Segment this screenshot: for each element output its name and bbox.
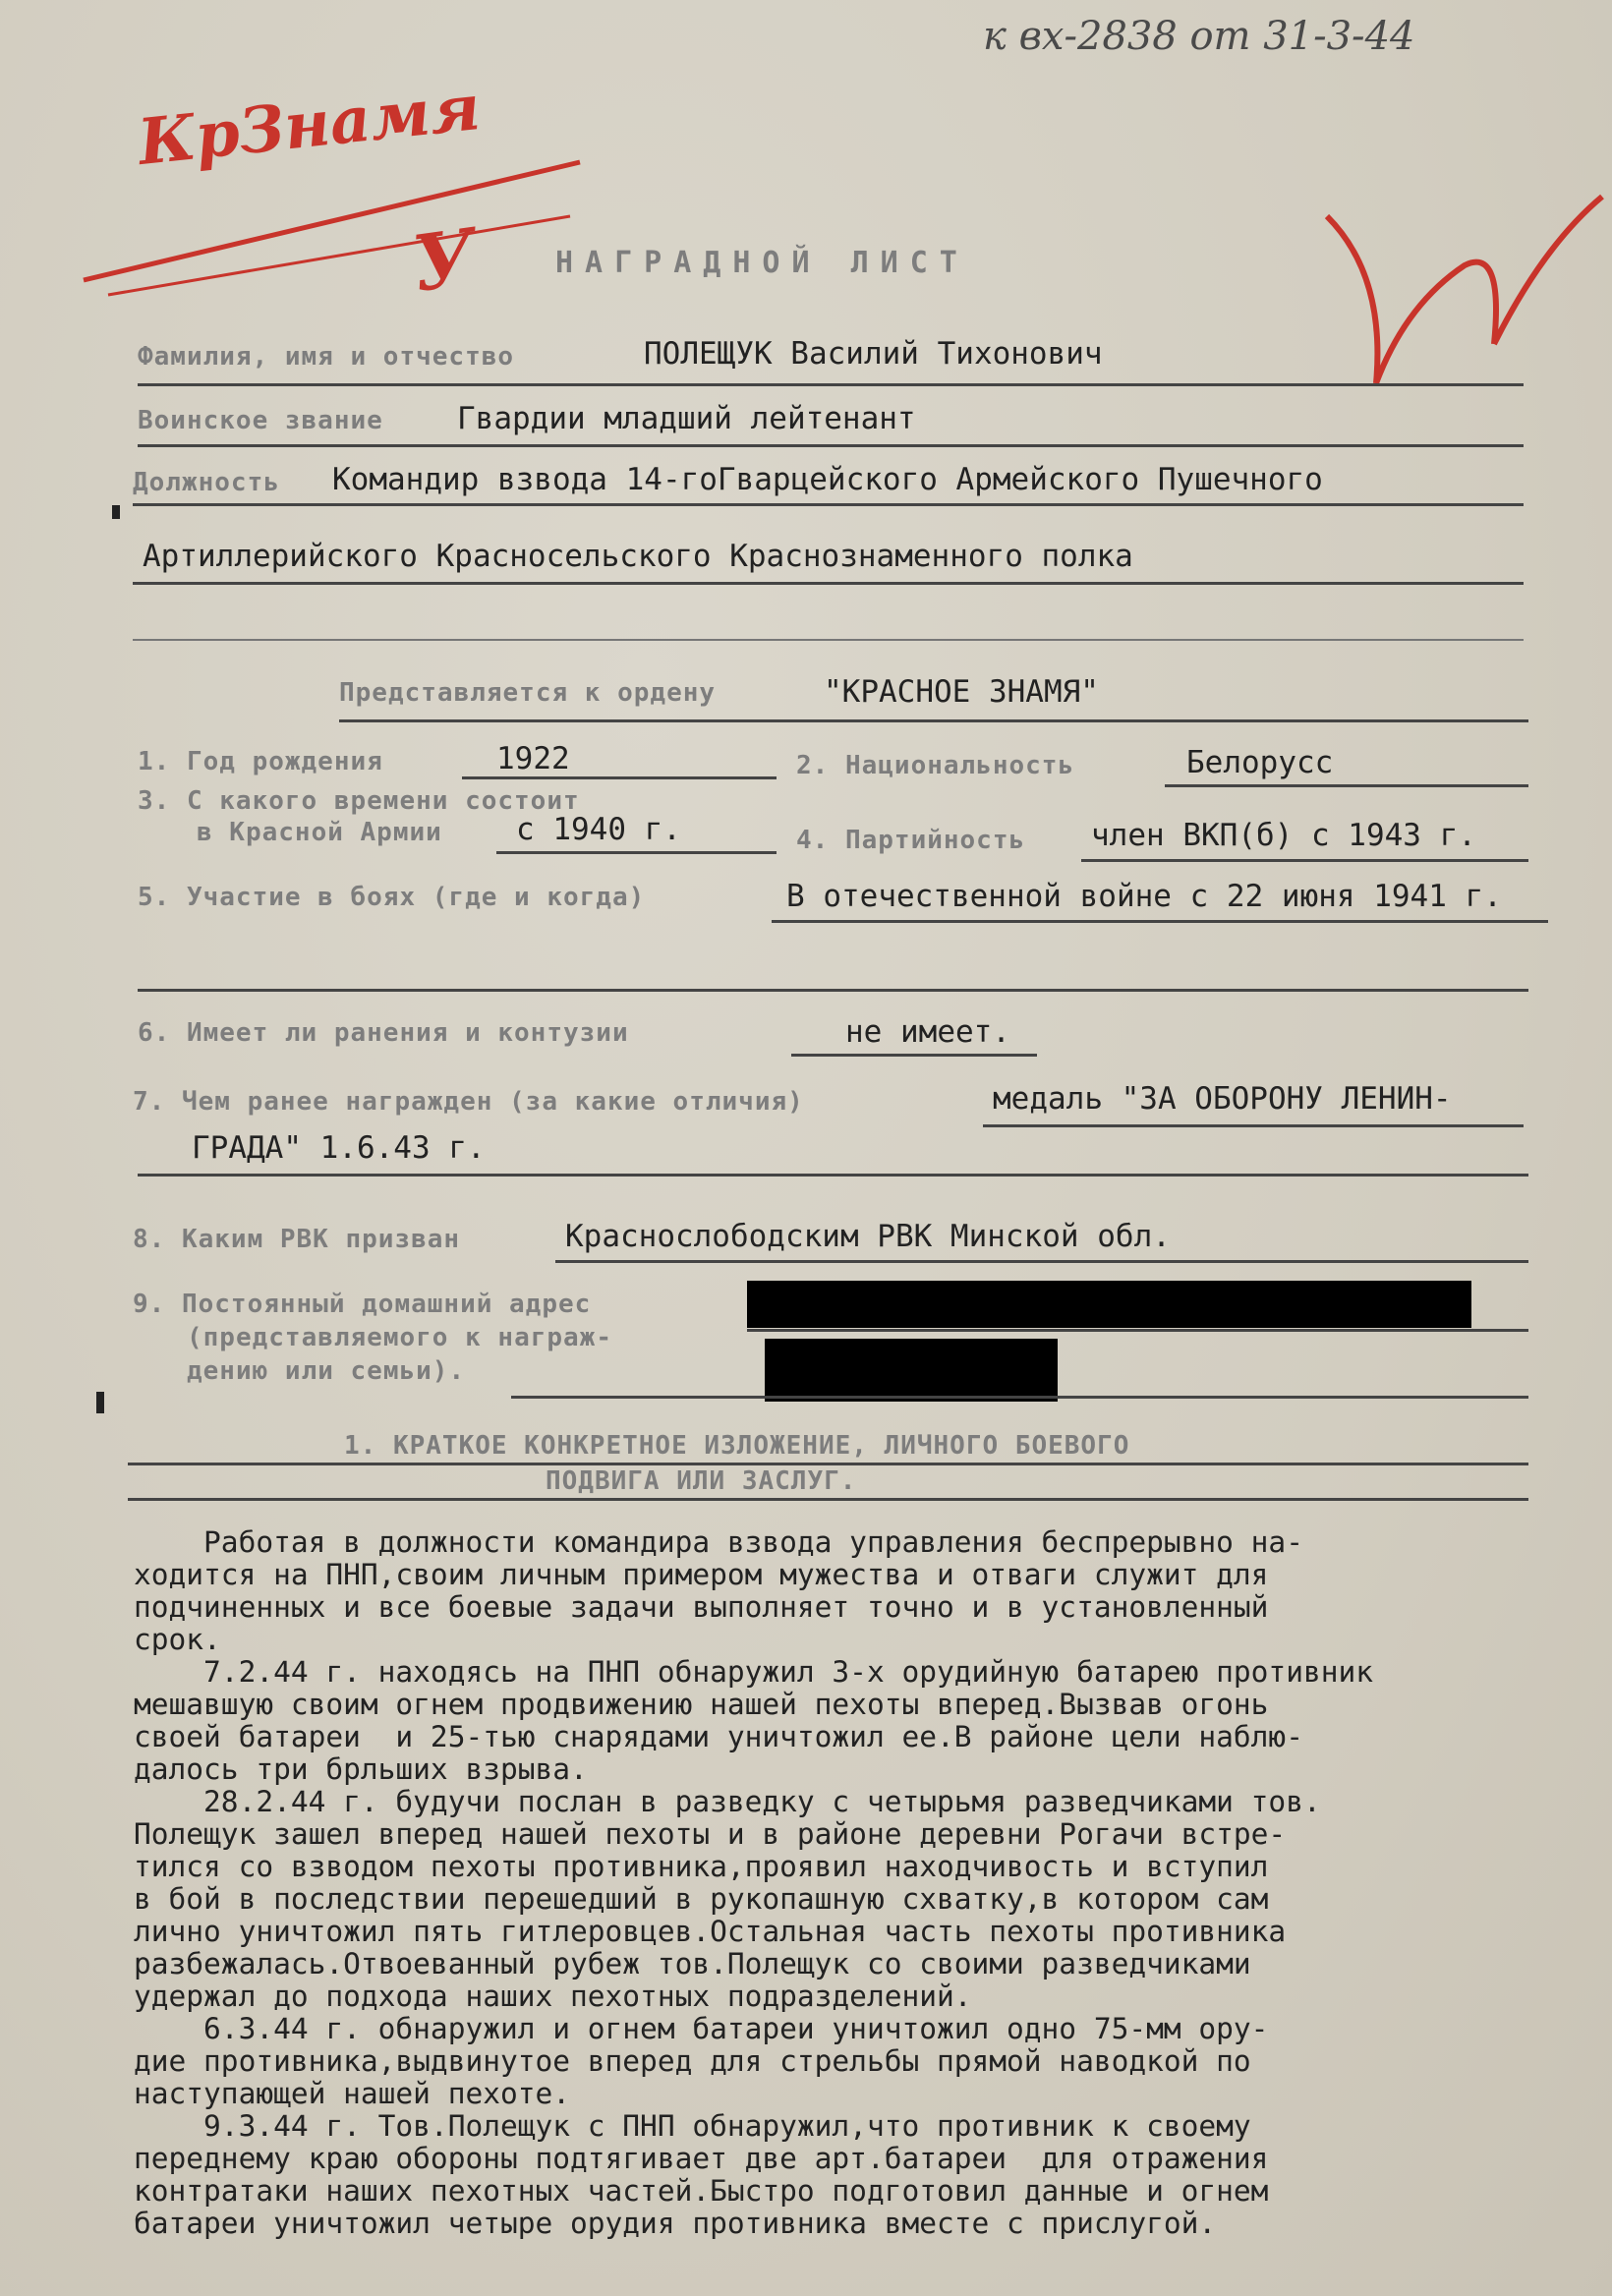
incoming-ref-note: к вх-2838 от 31-3-44 — [983, 14, 1415, 59]
section-underline-2 — [128, 1498, 1528, 1501]
rank-label: Воинское звание — [138, 406, 383, 435]
narrative-body — [134, 1526, 1608, 2240]
service-underline — [496, 851, 777, 854]
margin-mark — [112, 505, 120, 519]
narrative-line: наступающей нашей пехоте. — [134, 2077, 571, 2110]
narrative-line: переднему краю обороны подтягивает две арт.батареи для отражения — [134, 2142, 1269, 2175]
address-label-1: 9. Постоянный домашний адрес — [133, 1290, 592, 1319]
battles-underline-2 — [138, 989, 1528, 992]
awards-underline-2 — [138, 1174, 1528, 1177]
section-title-line2: ПОДВИГА ИЛИ ЗАСЛУГ. — [546, 1466, 857, 1496]
nationality-underline — [1165, 784, 1528, 787]
narrative-line: тился со взводом пехоты противника,проявил находчивость и вступил — [134, 1850, 1269, 1883]
position-underline-1 — [133, 503, 1524, 506]
position-value-line1: Командир взвода 14-гоГварцейского Армейского Пушечного — [332, 462, 1323, 497]
narrative-line: лично уничтожил пять гитлеровцев.Остальная часть пехоты противника — [134, 1915, 1287, 1948]
party-underline — [1081, 859, 1528, 862]
service-label-2: в Красной Армии — [197, 818, 442, 847]
awards-label: 7. Чем ранее награжден (за какие отличия) — [133, 1087, 804, 1117]
narrative-line: 6.3.44 г. обнаружил и огнем батареи уничтожил одно 75-мм ору- — [134, 2012, 1269, 2045]
birth-underline — [462, 776, 777, 779]
section-title-line1: 1. КРАТКОЕ КОНКРЕТНОЕ ИЗЛОЖЕНИЕ, ЛИЧНОГО БОЕВОГО — [344, 1431, 1130, 1461]
position-underline-2 — [133, 582, 1524, 585]
position-value-line2: Артиллерийского Красносельского Краснознаменного полка — [143, 539, 1133, 574]
rank-value: Гвардии младший лейтенант — [457, 401, 916, 436]
battles-underline — [772, 920, 1548, 923]
page-title: НАГРАДНОЙ ЛИСТ — [555, 246, 969, 280]
address-underline-1 — [747, 1329, 1528, 1332]
address-underline-2 — [511, 1396, 1528, 1399]
wounds-value: не имеет. — [845, 1014, 1010, 1050]
margin-mark — [96, 1392, 104, 1413]
battles-label: 5. Участие в боях (где и когда) — [138, 883, 646, 912]
red-initial-mark — [1317, 187, 1612, 413]
address-label-3: дению или семьи). — [187, 1356, 466, 1386]
rank-underline — [138, 444, 1524, 447]
wounds-label: 6. Имеет ли ранения и контузии — [138, 1018, 629, 1048]
party-value: член ВКП(б) с 1943 г. — [1091, 818, 1476, 853]
birth-value: 1922 — [496, 741, 570, 776]
award-value: "КРАСНОЕ ЗНАМЯ" — [824, 674, 1099, 710]
award-label: Представляется к ордену — [339, 678, 717, 708]
narrative-line: ходится на ПНП,своим личным примером мужества и отваги служит для — [134, 1558, 1269, 1591]
narrative-line: Полещук зашел вперед нашей пехоты и в районе деревни Рогачи встре- — [134, 1817, 1287, 1851]
red-letter-mark: У — [406, 212, 482, 310]
redaction-bar-2 — [765, 1339, 1058, 1402]
name-underline — [138, 383, 1524, 386]
narrative-line: подчиненных и все боевые задачи выполняет точно и в установленный — [134, 1590, 1269, 1624]
narrative-line: 28.2.44 г. будучи послан в разведку с четырьмя разведчиками тов. — [134, 1785, 1321, 1818]
narrative-line: далось три брльших взрыва. — [134, 1752, 588, 1786]
red-initial-text — [1327, 206, 1328, 207]
narrative-line: Работая в должности командира взвода управления беспрерывно на- — [134, 1525, 1303, 1559]
narrative-line: дие противника,выдвинутое вперед для стрельбы прямой наводкой по — [134, 2044, 1251, 2078]
service-value: с 1940 г. — [516, 812, 681, 847]
rvk-underline — [555, 1260, 1528, 1263]
redaction-bar-1 — [747, 1281, 1471, 1328]
section-underline-1 — [128, 1463, 1528, 1465]
birth-label: 1. Год рождения — [138, 747, 383, 776]
position-underline-3 — [133, 639, 1524, 641]
nationality-value: Белорусс — [1186, 745, 1334, 780]
awards-value-1: медаль "ЗА ОБОРОНУ ЛЕНИН- — [993, 1081, 1452, 1117]
rvk-label: 8. Каким РВК призван — [133, 1225, 461, 1254]
address-label-2: (представляемого к награж- — [187, 1323, 612, 1352]
name-label: Фамилия, имя и отчество — [138, 342, 515, 372]
narrative-line: срок. — [134, 1623, 221, 1656]
awards-underline-1 — [983, 1124, 1524, 1127]
red-strike-lines — [79, 98, 590, 315]
narrative-line: 9.3.44 г. Тов.Полещук с ПНП обнаружил,что противник к своему — [134, 2109, 1251, 2143]
narrative-line: 7.2.44 г. находясь на ПНП обнаружил 3-х орудийную батарею противник — [134, 1655, 1373, 1689]
narrative-line: своей батареи и 25-тью снарядами уничтожил ее.В районе цели наблю- — [134, 1720, 1303, 1753]
nationality-label: 2. Национальность — [796, 751, 1075, 780]
party-label: 4. Партийность — [796, 826, 1026, 855]
narrative-line: разбежалась.Отвоеванный рубеж тов.Полещук со своими разведчиками — [134, 1947, 1251, 1980]
narrative-line: удержал до подхода наших пехотных подразделений. — [134, 1980, 972, 2013]
narrative-line: в бой в последствии перешедший в рукопашную схватку,в котором сам — [134, 1882, 1269, 1916]
red-order-annotation: КрЗнамя — [135, 70, 484, 181]
wounds-underline — [791, 1054, 1037, 1057]
position-label: Должность — [133, 468, 280, 497]
name-value: ПОЛЕЩУК Василий Тихонович — [644, 336, 1103, 372]
battles-value: В отечественной войне с 22 июня 1941 г. — [786, 879, 1502, 914]
rvk-value: Краснослободским РВК Минской обл. — [565, 1219, 1171, 1254]
awards-value-2: ГРАДА" 1.6.43 г. — [192, 1130, 486, 1166]
narrative-line: батареи уничтожил четыре орудия противника вместе с прислугой. — [134, 2207, 1217, 2240]
narrative-line: контратаки наших пехотных частей.Быстро подготовил данные и огнем — [134, 2174, 1269, 2208]
award-underline — [339, 719, 1528, 722]
narrative-line: мешавшую своим огнем продвижению нашей пехоты вперед.Вызвав огонь — [134, 1688, 1269, 1721]
service-label-1: 3. С какого времени состоит — [138, 786, 580, 816]
